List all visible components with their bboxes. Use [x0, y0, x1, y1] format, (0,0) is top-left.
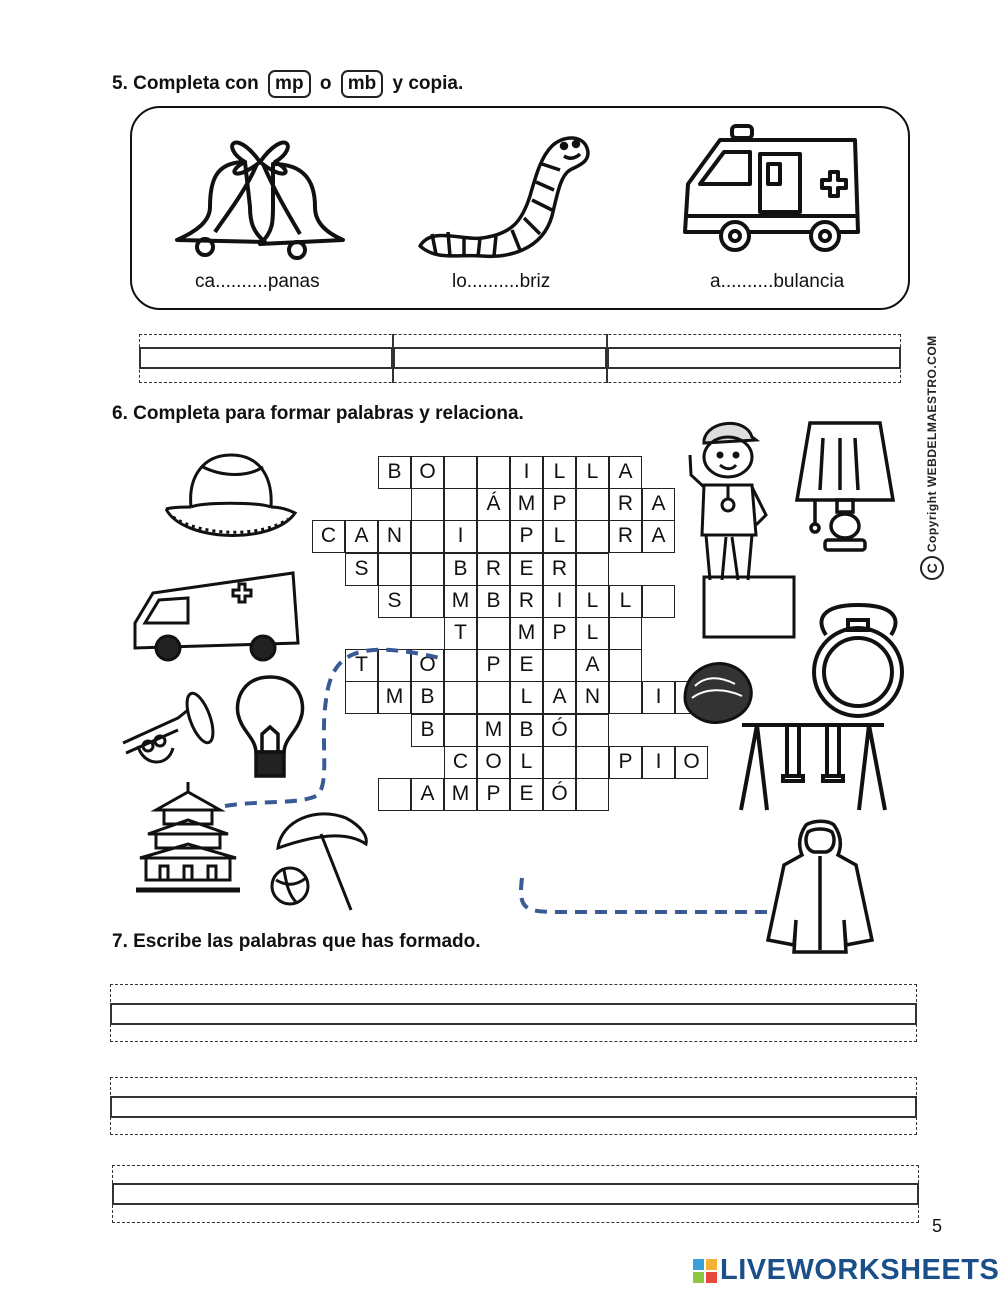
write-line-3[interactable]	[112, 1183, 919, 1205]
crossword-cell: A	[345, 520, 378, 553]
crossword-cell: L	[576, 456, 609, 489]
crossword-cell: O	[477, 746, 510, 779]
crossword-cell: M	[477, 714, 510, 747]
crossword-cell: L	[510, 681, 543, 714]
crossword-cell: Á	[477, 488, 510, 521]
crossword-cell: P	[477, 649, 510, 682]
crossword-cell: M	[378, 681, 411, 714]
crossword-cell: N	[378, 520, 411, 553]
lamp-icon	[795, 418, 895, 553]
crossword-cell: M	[444, 585, 477, 618]
crossword-cell: B	[510, 714, 543, 747]
crossword-cell: Ó	[543, 778, 576, 811]
crossword-cell: B	[477, 585, 510, 618]
crossword-cell: L	[576, 617, 609, 650]
crossword-cell: I	[642, 681, 675, 714]
crossword-cell: A	[609, 456, 642, 489]
word-lombriz: lo..........briz	[452, 271, 551, 292]
liveworksheets-footer[interactable]	[692, 1254, 999, 1287]
beach-umbrella-icon	[266, 806, 371, 910]
crossword-cell: C	[312, 520, 345, 553]
crossword-cell: Ó	[543, 714, 576, 747]
crossword-cell: L	[543, 520, 576, 553]
crossword-cell: P	[543, 488, 576, 521]
swing-set-icon	[737, 720, 889, 812]
lightbulb-icon	[230, 672, 310, 784]
word-ambulancia: a..........bulancia	[710, 271, 845, 292]
crossword-cell: A	[411, 778, 444, 811]
crossword-cell: L	[609, 585, 642, 618]
crossword-cell: P	[543, 617, 576, 650]
crossword-cell: E	[510, 778, 543, 811]
crossword-cell: O	[411, 649, 444, 682]
crossword-cell: A	[543, 681, 576, 714]
copyright-symbol-icon: C	[920, 556, 944, 580]
crossword-cell: I	[510, 456, 543, 489]
crossword-cell: P	[477, 778, 510, 811]
section5-number: 5.	[112, 73, 128, 94]
crossword-cell: P	[510, 520, 543, 553]
word-campanas: ca..........panas	[195, 271, 320, 292]
write-line-1[interactable]	[110, 1003, 917, 1025]
write-line-2[interactable]	[110, 1096, 917, 1118]
crossword-cell: R	[543, 553, 576, 586]
crossword-cell: I	[543, 585, 576, 618]
crossword-cell: M	[510, 617, 543, 650]
option-mb-box: mb	[341, 70, 384, 98]
crossword-cell: C	[444, 746, 477, 779]
option-mp-box: mp	[268, 70, 311, 98]
crossword-cell: S	[345, 553, 378, 586]
section7-heading: 7. Escribe las palabras que has formado.	[112, 931, 481, 952]
footer-brand: LIVEWORKSHEETS	[720, 1254, 1000, 1286]
chocolate-bonbon-icon	[680, 656, 756, 728]
crossword-cell: S	[378, 585, 411, 618]
canteen-icon	[806, 600, 910, 720]
crossword-cell: A	[642, 488, 675, 521]
ambulance-small-icon	[133, 568, 301, 663]
crossword-cell: B	[411, 681, 444, 714]
page-number: 5	[932, 1216, 943, 1236]
crossword-cell: E	[510, 649, 543, 682]
section5-text-after: y copia.	[392, 73, 464, 94]
crossword-cell: L	[543, 456, 576, 489]
crossword-cell: B	[444, 553, 477, 586]
copyright-notice: C Copyright WEBDELMAESTRO.COM	[920, 335, 944, 580]
crossword-cell: O	[675, 746, 708, 779]
crossword-cell: P	[609, 746, 642, 779]
champion-boy-icon	[686, 415, 796, 640]
crossword-cell: I	[444, 520, 477, 553]
crossword-cell: A	[642, 520, 675, 553]
crossword-cell: R	[609, 488, 642, 521]
section6-heading: 6. Completa para formar palabras y relaciona.	[112, 403, 524, 424]
crossword-cell: T	[345, 649, 378, 682]
crossword-cell: T	[444, 617, 477, 650]
crossword-cell: B	[411, 714, 444, 747]
crossword-cell: M	[444, 778, 477, 811]
crossword-cell: E	[510, 553, 543, 586]
crossword-cell: L	[576, 585, 609, 618]
connector-o: o	[319, 73, 332, 94]
crossword-cell: R	[477, 553, 510, 586]
liveworksheets-logo-icon	[692, 1258, 718, 1284]
crossword-cell: A	[576, 649, 609, 682]
crossword-cell: L	[510, 746, 543, 779]
trumpet-icon	[118, 688, 218, 778]
crossword-cell: R	[510, 585, 543, 618]
section5-text-before: Completa con	[133, 73, 259, 94]
raincoat-icon	[766, 820, 874, 956]
temple-icon	[136, 780, 240, 894]
crossword-cell: M	[510, 488, 543, 521]
crossword-cell: I	[642, 746, 675, 779]
crossword-cell: B	[378, 456, 411, 489]
crossword-cell: N	[576, 681, 609, 714]
connector-impermeable-line	[521, 878, 770, 912]
hat-icon	[163, 447, 298, 542]
crossword-cell: R	[609, 520, 642, 553]
crossword-cell: O	[411, 456, 444, 489]
